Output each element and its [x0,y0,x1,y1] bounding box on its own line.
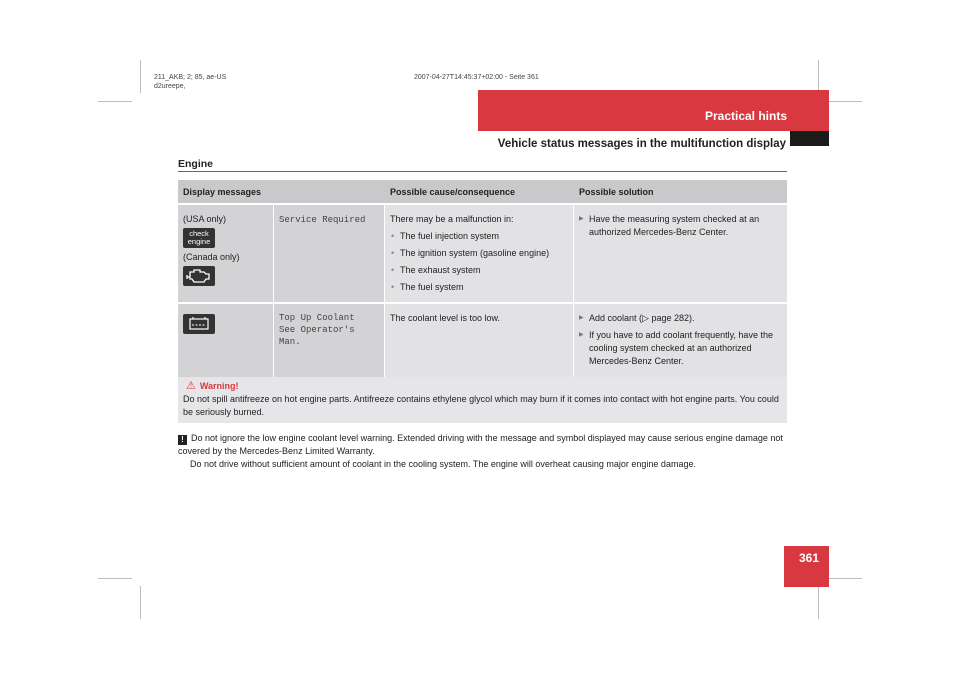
canada-label: (Canada only) [183,252,240,262]
solution-item: ▶ If you have to add coolant frequently, have the cooling system checked at an authorized Mercedes-Benz Center. [579,329,782,368]
chapter-title: Practical hints [704,109,787,123]
crop-mark [828,101,862,102]
check-engine-icon [183,228,215,248]
table-row [178,205,787,304]
section-title: Engine [178,158,214,170]
cause-item: • The fuel system [390,281,568,294]
section-divider [178,171,787,172]
display-message-line: See Operator's [279,325,355,335]
display-message-cell [274,304,385,380]
print-meta-line: 211_AKB; 2; 85, ae-US [154,74,227,81]
solution-cell [574,205,787,304]
table-header: Possible solution [574,180,787,205]
print-meta-right: 2007-04-27T14:45:37+02:00 - Seite 361 [414,74,539,81]
cause-intro: There may be a malfunction in: [390,214,514,224]
crop-mark [140,60,141,93]
crop-mark [140,586,141,619]
table-header: Display messages [178,180,385,205]
display-message: Service Required [279,215,366,225]
cause-cell [385,205,574,304]
table-header: Possible cause/consequence [385,180,574,205]
notice-text-2: Do not drive without sufficient amount of coolant in the cooling system. The engine will overheat causing major engine damage. [190,459,696,469]
cause-cell [385,304,574,380]
chapter-header [478,90,829,131]
notice-block [178,432,787,471]
warning-box [178,377,787,423]
display-icon-cell [178,304,274,380]
crop-mark [828,578,862,579]
cause-item: • The exhaust system [390,264,568,277]
solution-item: ▶ Have the measuring system checked at an authorized Mercedes-Benz Center. [579,213,782,239]
crop-mark [818,586,819,619]
display-icon-cell [178,205,274,304]
warning-text: Do not spill antifreeze on hot engine parts. Antifreeze contains ethylene glycol which may burn if it comes into contact with hot engine parts. You could be seriously burned. [183,394,779,417]
cause-text: The coolant level is too low. [390,313,501,323]
display-message-line: Man. [279,337,301,347]
status-messages-table [178,180,787,380]
crop-mark [98,101,132,102]
notice-text: Do not ignore the low engine coolant level warning. Extended driving with the message and symbol displayed may cause serious engine damage not covered by the Mercedes-Benz Limited Warranty. [178,433,783,456]
cause-item: • The fuel injection system [390,230,568,243]
header-tab-block [790,131,829,146]
crop-mark [818,60,819,93]
page-number-box [784,546,829,587]
table-row [178,304,787,380]
print-meta-line: d2ureepe, [154,83,186,90]
display-message-line: Top Up Coolant [279,313,355,323]
warning-triangle-icon: ⚠ [186,380,196,392]
coolant-level-icon [183,314,215,334]
usa-label: (USA only) [183,214,227,224]
solution-item: ▶ Add coolant (▷ page 282). [579,312,782,325]
check-engine-icon-text: engine [187,237,211,246]
display-message-cell [274,205,385,304]
solution-cell [574,304,787,380]
print-meta-left [154,73,226,91]
page-number: 361 [798,551,819,565]
cause-item: • The ignition system (gasoline engine) [390,247,568,260]
exclamation-icon: ! [178,435,187,445]
warning-title: Warning! [199,381,239,391]
page-subtitle: Vehicle status messages in the multifunction display [497,138,786,150]
engine-icon [183,266,215,286]
crop-mark [98,578,132,579]
check-engine-icon-text: check [189,229,209,238]
